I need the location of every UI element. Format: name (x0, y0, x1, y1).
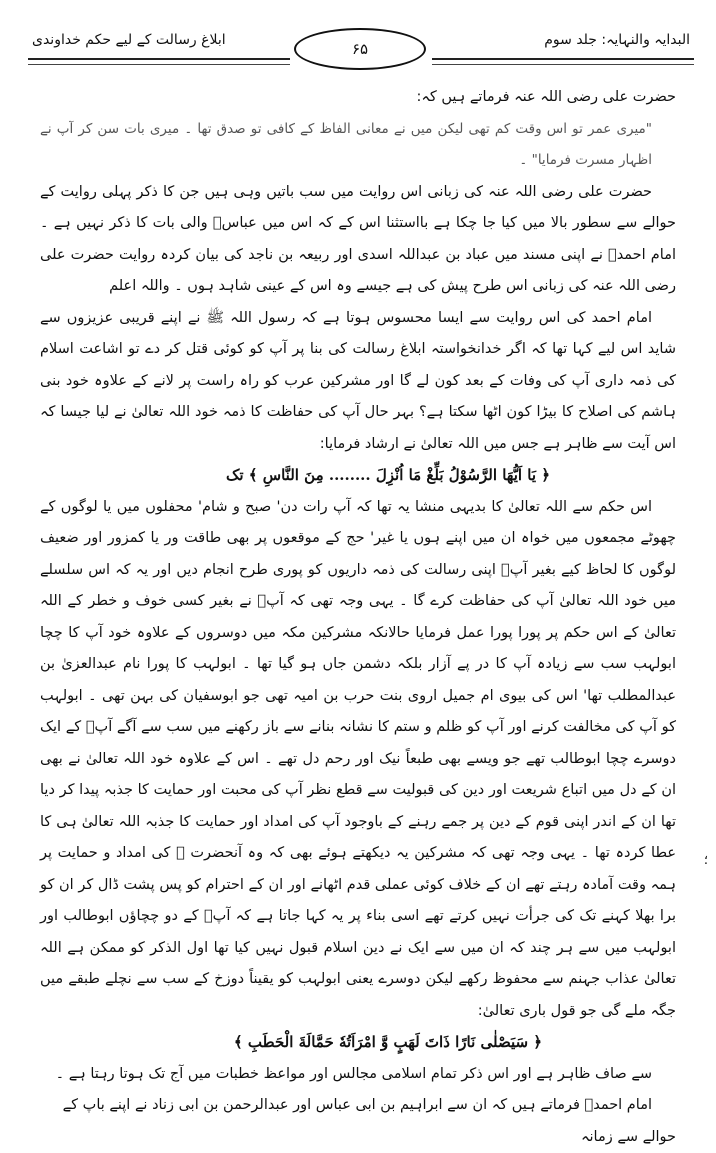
paragraph: امام احمد کی اس روایت سے ایسا محسوس ہوتا ہے کہ رسول اللہ ﷺ نے اپنے قریبی عزیزوں سے شاید اس لیے کہا تھا کہ اگر خدانخواستہ ابلاغ رسالت کی بنا پر آپ کو کوئی قتل کر دے تو اشاعت اسلام کی ذمہ داری آپ کی وفات کے بعد کون لے گا اور مشرکین عرب کو راہ راست پر لانے کے علاوہ خود بنی ہاشم کی اصلاح کا بیڑا کون اٹھا سکتا ہے؟ بہر حال آپ کی حفاظت کا ذمہ خود اللہ تعالیٰ نے لیا جیسا کہ اس آیت سے ظاہر ہے جس میں اللہ تعالیٰ نے ارشاد فرمایا: (40, 309, 676, 452)
paragraph: اس حکم سے اللہ تعالیٰ کا بدیہی منشا یہ تھا کہ آپ رات دن' صبح و شام' محفلوں میں یا لوگوں کے چھوٹے مجمعوں میں خواہ ان میں اپنے ہوں یا غیر' حج کے موقعوں پر بھی طاقت ور یا کمزور اور ضعیف لوگوں کا لحاظ کیے بغیر آپؐ اپنی رسالت کی ذمہ داریوں کو پوری طرح انجام دیں اور یہ کہ اس سلسلے میں خود اللہ تعالیٰ آپ کی حفاظت کرے گا ۔ یہی وجہ تھی کہ آپؐ نے بغیر کسی خوف و خطر کے اللہ تعالیٰ کے اس حکم پر پورا پورا عمل فرمایا حالانکہ مشرکین مکہ میں دوسروں کے علاوہ خود آپ کا چچا ابولہب سب سے زیادہ آپ کا در پے آزار بلکہ دشمن جاں ہو گیا تھا ۔ ابولہب کا پورا نام عبدالعزیٰ بن عبدالمطلب تھا' اس کی بیوی ام جمیل اروی بنت حرب بن امیہ تھی جو ابوسفیان کی بہن تھی ۔ ابولہب کو آپ کی مخالفت کرنے اور آپ کو ظلم و ستم کا نشانہ بنانے سے باز رکھنے میں سب سے آگے آپؐ کے ایک دوسرے چچا ابوطالب تھے جو ویسے بھی طبعاً نیک اور رحم دل تھے ۔ اس کے علاوہ خود اللہ تعالیٰ نے بھی ان کے دل میں اتباع شریعت اور دین کی قبولیت سے قطع نظر آپ کی محبت اور حمایت کا جذبہ پیدا کر دیا تھا ان کے اندر اپنی قوم کے دین پر جمے رہنے کے باوجود آپ کی امداد اور حمایت کا جذبہ اللہ تعالیٰ ہی کا عطا کردہ تھا ۔ یہی وجہ تھی کہ مشرکین یہ دیکھتے ہوئے بھی کہ وہ آنحضرت ﷺ کی امداد و حمایت پر ہمہ وقت آمادہ رہتے تھے ان کے خلاف کوئی عملی قدم اٹھانے اور ان کے احترام کو پس پشت ڈال کر ان کو برا بھلا کہنے تک کی جرأت نہیں کرتے تھے اسی بناء پر یہ کہا جاتا ہے کہ آپؐ کے دو چچاؤں ابوطالب اور ابولہب میں سے ہر چند کہ ان میں سے ایک نے دین اسلام قبول نہیں کیا تھا اول الذکر کو ممکن ہے اللہ تعالیٰ عذاب جہنم سے محفوظ رکھے لیکن دوسرے یعنی ابولہب کو یقیناً دوزخ کے سب سے نچلے طبقے میں جگہ ملے گی جو قول باری تعالیٰ: (40, 498, 676, 1019)
paragraph: امام احمدؒ فرماتے ہیں کہ ان سے ابراہیم بن ابی عباس اور عبدالرحمن بن ابی زناد نے اپنے باپ کے حوالے سے زمانہ (62, 1097, 676, 1145)
quran-verse: ﴿ سَیَصْلٰی نَارًا ذَاتَ لَهَبٍ وَّ امْرَاَتُهٗ حَمَّالَةَ الْحَطَبِ ﴾ (233, 1033, 543, 1051)
intro-line: حضرت علی رضی اللہ عنہ فرماتے ہیں کہ: (416, 89, 676, 105)
quran-verse: ﴿ یَا اَیُّهَا الرَّسُوْلُ بَلِّغْ مَا اُنْزِلَ ........ مِنَ النَّاسِ ﴾ تک (225, 466, 551, 484)
book-title: البدایہ والنہایہ: جلد سوم (544, 32, 690, 48)
paragraph: حضرت علی رضی اللہ عنہ کی زبانی اس روایت میں سب باتیں وہی ہیں جن کا ذکر پہلی روایت کے حوالے سے سطور بالا میں کیا جا چکا ہے بااستثنا اس کے کہ اس میں عباسؓ والی بات کا ذکر نہیں ہے ۔ امام احمدؒ نے اپنی مسند میں عباد بن عبداللہ اسدی اور ربیعہ بن ناجد کی بیان کردہ روایت حضرت علی رضی اللہ عنہ کی زبانی اس طرح پیش کی ہے جیسے وہ اس کے عینی شاہد ہوں ۔ واللہ اعلم (40, 183, 676, 294)
header-rule-right (432, 58, 694, 65)
page-header (28, 28, 694, 64)
paragraph: سے صاف ظاہر ہے اور اس ذکر تمام اسلامی مجالس اور مواعظ خطبات میں آج تک ہوتا رہتا ہے ۔ (55, 1065, 652, 1082)
chapter-title: ابلاغ رسالت کے لیے حکم خداوندی (32, 32, 226, 48)
quotation: "میری عمر تو اس وقت کم تھی لیکن میں نے معانی الفاظ کے کافی تو صدق تھا ۔ میری بات سن کر آپ نے اظہار مسرت فرمایا" ۔ (40, 120, 652, 168)
header-rule-left (28, 58, 290, 65)
page-body (40, 82, 676, 1153)
margin-mark: ؛ (703, 853, 708, 868)
page-number: ۶۵ (294, 28, 426, 70)
